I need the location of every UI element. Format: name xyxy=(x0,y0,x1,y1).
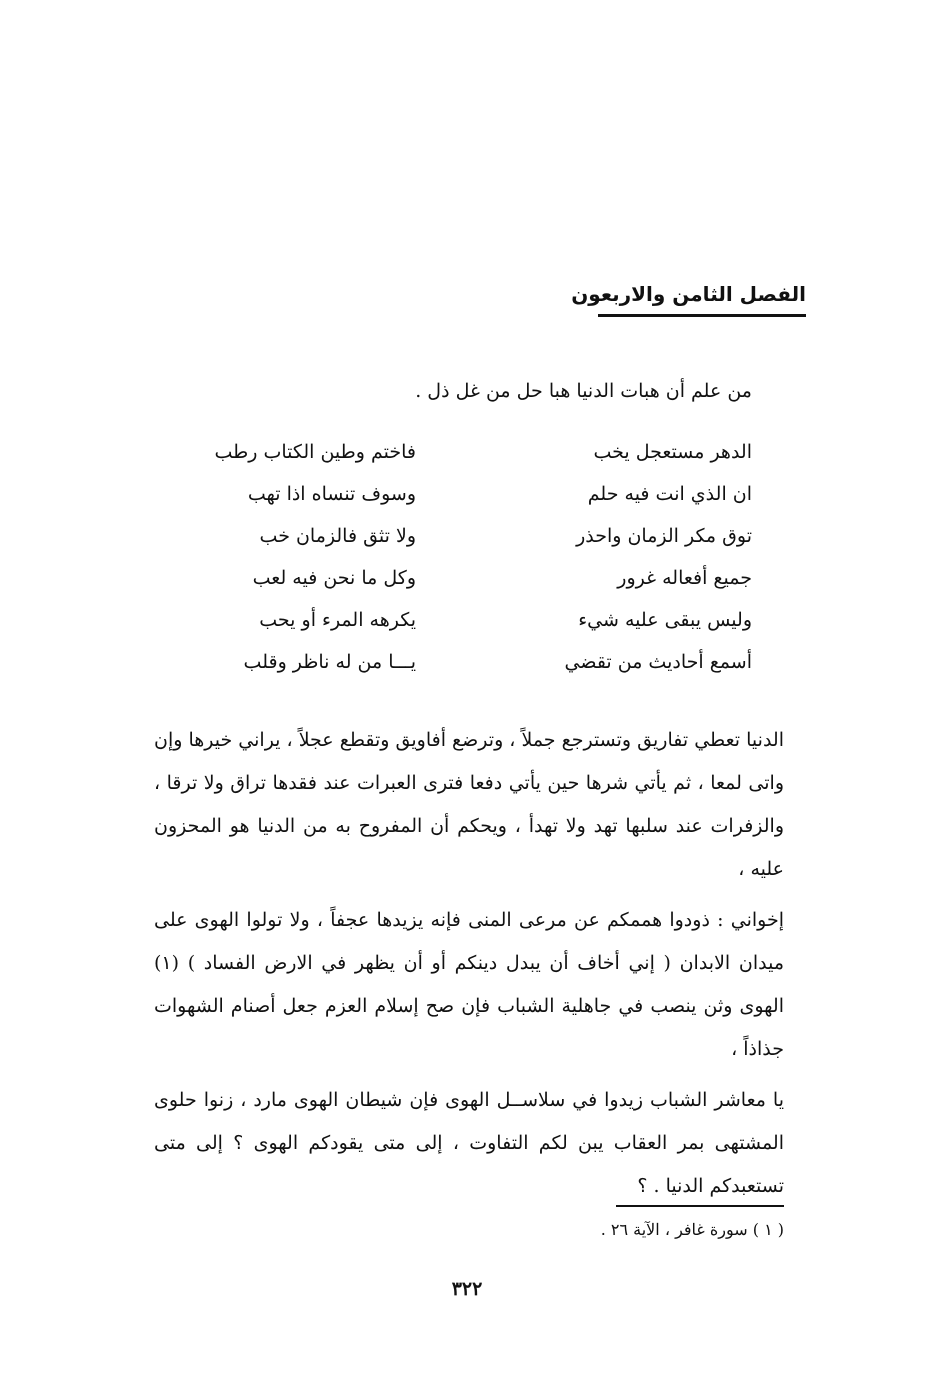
verse-second-hemistich: فاختم وطين الكتاب رطب xyxy=(214,441,416,463)
poem-verse xyxy=(192,560,752,602)
body-paragraph: الدنيا تعطي تفاريق وتسترجع جملاً ، وترضع أفاويق وتقطع عجلاً ، يراني خيرها وإن واتى لمعا ، ثم يأتي شرها حين يأتي دفعا فترى العبرات عند فقدها تراق ولا ترقا ، والزفرات عند سلبها تهد ولا تهدأ ، ويحكم أن المفروح به من الدنيا هو المحزون عليه ، xyxy=(154,729,784,880)
verse-first-hemistich: ان الذي انت فيه حلم xyxy=(587,483,752,505)
verse-second-hemistich: يكرهه المرء أو يحب xyxy=(259,609,416,631)
footnote: ( ١ ) سورة غافر ، الآية ٢٦ . xyxy=(600,1220,784,1239)
verse-first-hemistich: جميع أفعاله غرور xyxy=(617,567,752,589)
poem-verse xyxy=(192,518,752,560)
body-paragraph: إخواني : ذودوا هممكم عن مرعى المنى فإنه يزيدها عجفاً ، ولا تولوا الهوى على ميدان الابدان ( إني أخاف أن يبدل دينكم أو أن يظهر في الارض الفساد ) (١) الهوى وثن ينصب في جاهلية الشباب فإن صح إسلام العزم جعل أصنام الشهوات جذاذاً ، xyxy=(154,909,784,1060)
poem-verse xyxy=(192,602,752,644)
title-underline xyxy=(598,314,806,317)
verse-second-hemistich: وسوف تنساه اذا تهب xyxy=(247,483,416,505)
chapter-title: الفصل الثامن والاربعون xyxy=(571,282,806,306)
poem-verse xyxy=(192,644,752,686)
verse-first-hemistich: وليس يبقى عليه شيء xyxy=(578,609,752,631)
verse-second-hemistich: ولا تثق فالزمان خب xyxy=(259,525,416,547)
poem-verse xyxy=(192,434,752,476)
verse-second-hemistich: وكل ما نحن فيه لعب xyxy=(252,567,416,589)
verse-first-hemistich: الدهر مستعجل يخب xyxy=(593,441,752,463)
page-number: ٣٢٢ xyxy=(451,1278,483,1300)
verse-first-hemistich: أسمع أحاديث من تقضي xyxy=(564,651,752,673)
footnote-separator xyxy=(616,1205,784,1207)
intro-line: من علم أن هبات الدنيا هبا حل من غل ذل . xyxy=(415,380,752,402)
verse-first-hemistich: توق مكر الزمان واحذر xyxy=(576,525,752,547)
body-paragraph: يا معاشر الشباب زيدوا في سلاســل الهوى فإن شيطان الهوى مارد ، زنوا حلوى المشتهى بمر العقاب يبن لكم التفاوت ، إلى متى يقودكم الهوى ؟ إلى متى تستعبدكم الدنيا . ؟ xyxy=(154,1089,784,1197)
verse-second-hemistich: يـــا من له ناظر وقلب xyxy=(243,651,416,673)
poem xyxy=(192,434,752,686)
poem-verse xyxy=(192,476,752,518)
